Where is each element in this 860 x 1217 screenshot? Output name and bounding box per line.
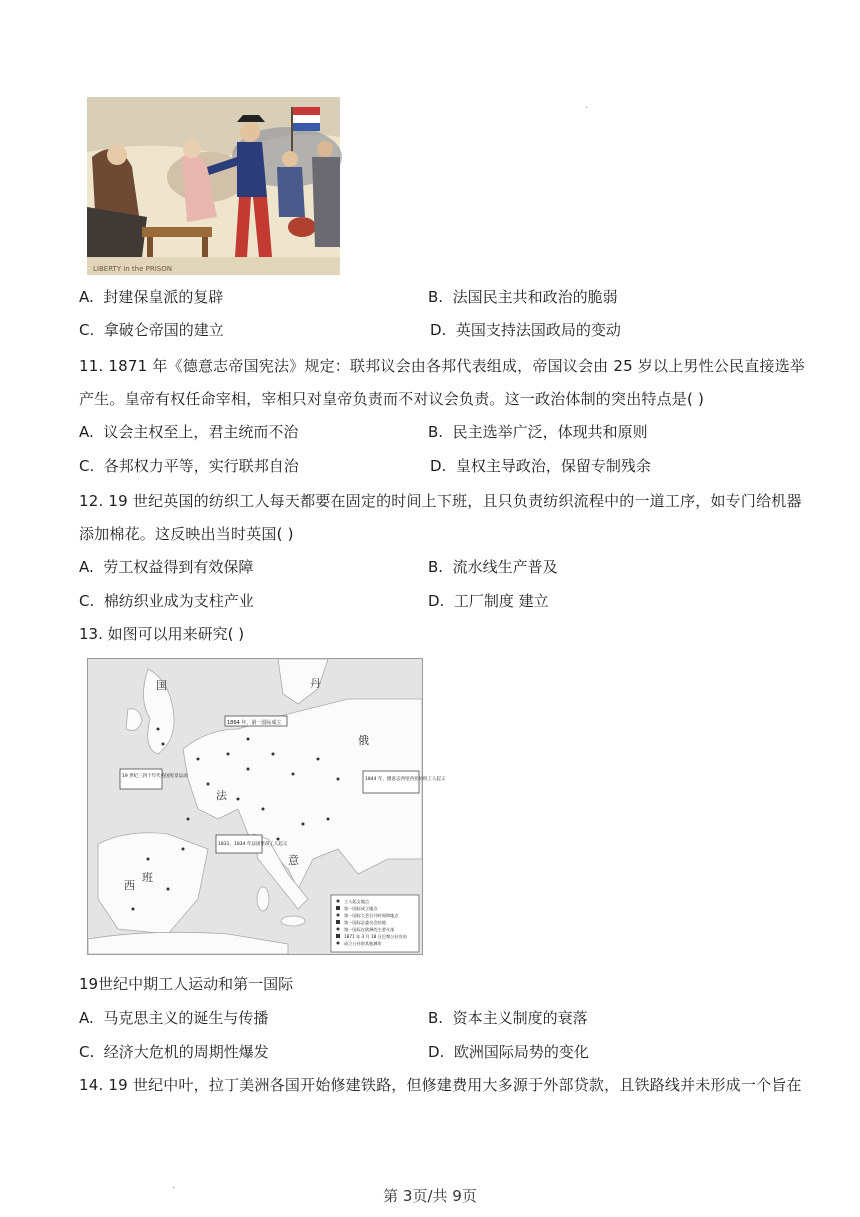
map-label-russia: 俄 — [358, 734, 369, 747]
q14-stem-line1: 14. 19 世纪中叶，拉丁美洲各国开始修建铁路，但修建费用大多源于外部贷款，且铁路线并未形成一个旨在 — [79, 1076, 802, 1094]
q10-option-c[interactable]: C. 拿破仑帝国的建立 — [79, 321, 224, 339]
map-label-france: 法 — [216, 789, 227, 802]
map-callout-lyon: 1831、1834 年法国里昂工人起义 — [218, 842, 288, 847]
scan-speck: . — [585, 100, 589, 111]
q12-stem-line1: 12. 19 世纪英国的纺织工人每天都要在固定的时间上下班，且只负责纺织流程中的一道工序，如专门给机器 — [79, 492, 802, 510]
q13-map-image — [87, 658, 446, 955]
q12-option-a[interactable]: A. 劳工权益得到有效保障 — [79, 558, 254, 576]
cartoon-caption: LIBERTY in the PRISON — [93, 265, 172, 273]
q11-stem-line2: 产生。皇帝有权任命宰相，宰相只对皇帝负责而不对议会负责。这一政治体制的突出特点是( ) — [79, 390, 705, 408]
legend-item: 成立公社的其他城市 — [344, 941, 382, 946]
q13-option-c[interactable]: C. 经济大危机的周期性爆发 — [79, 1043, 269, 1061]
scan-speck: . — [172, 1180, 176, 1191]
cartoon-illustration — [87, 97, 340, 275]
map-callout-first-international: 1864 年，第一国际成立 — [227, 720, 282, 726]
q12-stem-line2: 添加棉花。这反映出当时英国( ) — [79, 525, 294, 543]
map-label-spain-1: 西 — [124, 879, 135, 892]
q12-option-c[interactable]: C. 棉纺织业成为支柱产业 — [79, 592, 254, 610]
q13-stem: 13. 如图可以用来研究( ) — [79, 625, 245, 643]
question-10-cartoon-image — [87, 97, 340, 275]
q10-option-d[interactable]: D. 英国支持法国政局的变动 — [430, 321, 621, 339]
map-callout-chartist: 19 世纪三四十年代英国宪章运动 — [122, 774, 188, 779]
map-label-uk: 国 — [156, 679, 167, 692]
map-label-spain-2: 班 — [142, 871, 153, 884]
europe-map — [88, 659, 446, 954]
legend-item: 第一国际成立地点 — [344, 906, 378, 911]
q11-option-a[interactable]: A. 议会主权至上，君主统而不治 — [79, 423, 299, 441]
q11-option-d[interactable]: D. 皇权主导政治，保留专制残余 — [430, 457, 651, 475]
q10-option-b[interactable]: B. 法国民主共和政治的脆弱 — [428, 288, 618, 306]
q13-option-d[interactable]: D. 欧洲国际局势的变化 — [428, 1043, 589, 1061]
legend-item: 第一国际总委员会驻地 — [344, 920, 386, 925]
map-label-north: 丹 — [310, 677, 321, 690]
legend-item: 工人起义地点 — [344, 899, 370, 904]
legend-item: 第一国际大会召开时间和地点 — [344, 913, 399, 918]
q11-stem-line1: 11. 1871 年《德意志帝国宪法》规定：联邦议会由各邦代表组成，帝国议会由 25 岁以上男性公民直接选举 — [79, 357, 805, 375]
map-callout-silesia: 1844 年，德意志西里西亚纺织工人起义 — [365, 777, 446, 782]
legend-item: 第一国际在欧洲的主要支部 — [344, 927, 395, 932]
map-label-italy: 意 — [288, 854, 299, 867]
q13-option-a[interactable]: A. 马克思主义的诞生与传播 — [79, 1009, 269, 1027]
page-number-footer: 第 3页/共 9页 — [383, 1187, 477, 1205]
q11-option-b[interactable]: B. 民主选举广泛，体现共和原则 — [428, 423, 648, 441]
q10-option-a[interactable]: A. 封建保皇派的复辟 — [79, 288, 224, 306]
q11-option-c[interactable]: C. 各邦权力平等，实行联邦自治 — [79, 457, 299, 475]
q13-option-b[interactable]: B. 资本主义制度的衰落 — [428, 1009, 588, 1027]
legend-item: 1871 年 3 月 18 日巴黎公社宣布 — [344, 934, 407, 939]
q12-option-d[interactable]: D. 工厂制度 建立 — [428, 592, 549, 610]
q13-map-caption: 19世纪中期工人运动和第一国际 — [79, 975, 294, 993]
q12-option-b[interactable]: B. 流水线生产普及 — [428, 558, 558, 576]
